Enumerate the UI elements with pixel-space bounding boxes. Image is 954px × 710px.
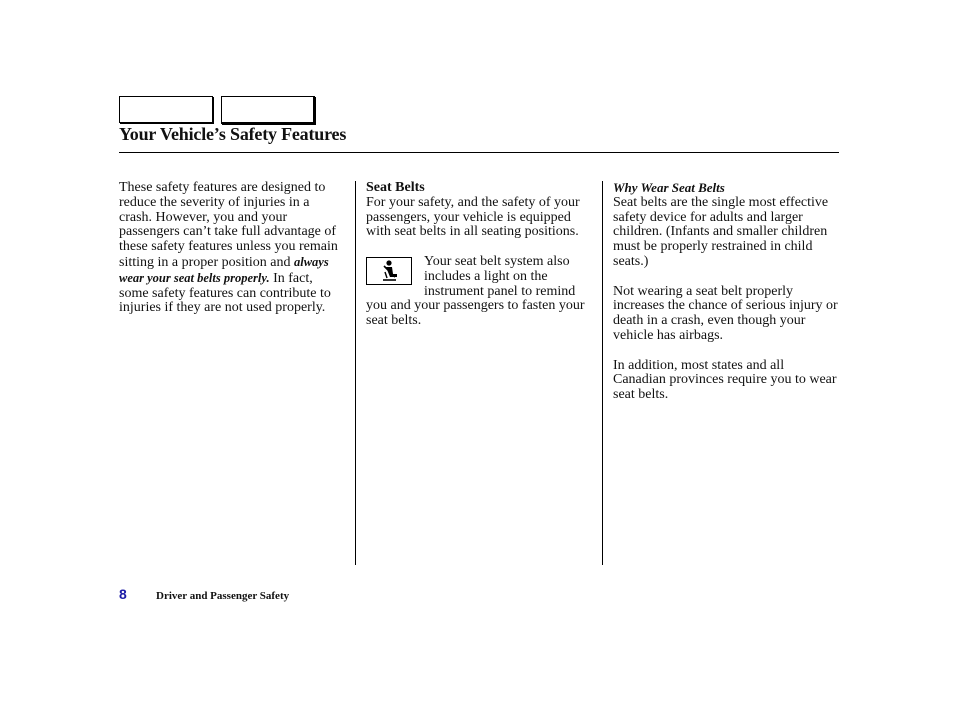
why-wear-para-2: Not wearing a seat belt properly increases the chance of serious injury or death in a crash, even though your vehicle has airbags. [613,283,838,343]
intro-text-a: These safety features are designed to reduce the severity of injuries in a crash. However, you and your passengers can’t take full advantage of these safety features unless you remain sitting in a proper position and [119,180,338,270]
title-rule [119,152,839,153]
seat-belts-column [366,181,596,329]
intro-paragraph [119,181,345,316]
page-title: Your Vehicle’s Safety Features [119,124,347,144]
column-divider-1 [355,181,356,565]
page-number: 8 [119,586,127,602]
why-wear-column [613,181,839,403]
intro-text-b: In fact, some safety features can contribute to injuries if they are not used properly. [119,270,331,316]
column-divider-2 [602,181,603,565]
section-footer: Driver and Passenger Safety [156,590,290,602]
nav-tab-box-2[interactable] [221,96,315,124]
intro-column [119,181,345,316]
intro-emphasis: always wear your seat belts properly. [119,254,329,285]
seat-belts-para-1: For your safety, and the safety of your passengers, your vehicle is equipped with seat belts in all seating positions. [366,194,580,240]
seat-belt-reminder-icon [366,257,412,285]
why-wear-heading: Why Wear Seat Belts [613,180,725,195]
seat-belts-para-2: Your seat belt system also includes a light on the instrument panel to remind you and your passengers to fasten your seat belts. [366,253,585,329]
nav-tab-box-1[interactable] [119,96,213,123]
why-wear-para-3: In addition, most states and all Canadian provinces require you to wear seat belts. [613,357,837,403]
seat-belts-heading: Seat Belts [366,180,425,195]
why-wear-para-1: Seat belts are the single most effective safety device for adults and larger children. (Infants and smaller children must be properly restrained in child seats.) [613,194,829,269]
